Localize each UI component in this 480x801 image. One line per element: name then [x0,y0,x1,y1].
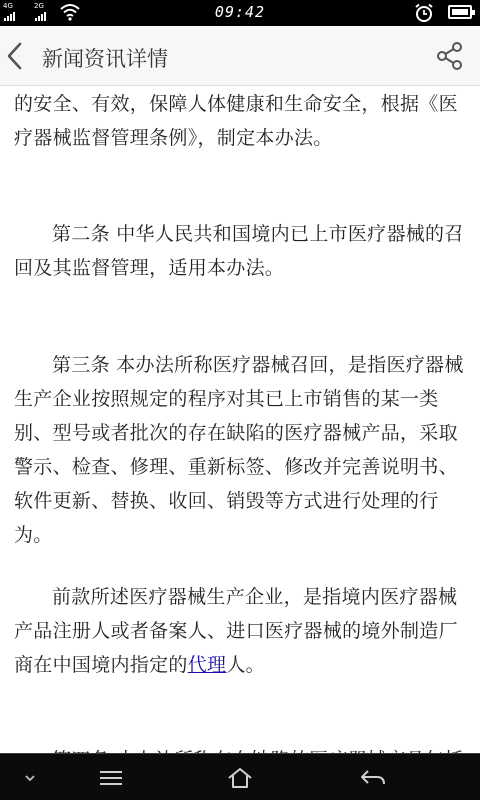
paragraph [14,580,466,682]
share-icon [430,36,470,76]
battery-icon [448,5,472,19]
home-button[interactable] [215,754,265,801]
share-button[interactable] [430,36,470,76]
paragraph: 第三条 本办法所称医疗器械召回，是指医疗器械生产企业按照规定的程序对其已上市销售的某一类别、型号或者批次的存在缺陷的医疗器械产品，采取警示、检查、修理、重新标签、修改并完善说明书、软件更新、替换、收回、销毁等方式进行处理的行为。 [14,354,464,546]
alarm-icon [414,3,434,23]
status-bar [0,0,480,26]
back-button[interactable] [0,26,34,86]
navigation-bar [0,753,480,800]
menu-button[interactable] [86,754,136,801]
paragraph: 的安全、有效，保障人体健康和生命安全，根据《医疗器械监督管理条例》，制定本办法。 [14,93,458,149]
paragraph: 第二条 中华人民共和国境内已上市医疗器械的召回及其监督管理，适用本办法。 [14,223,464,279]
paragraph-text: 前款所述医疗器械生产企业，是指境内医疗器械产品注册人或者备案人、进口医疗器械的境外制造厂商在中国境内指定的 [14,586,458,676]
chevron-left-icon [0,26,34,86]
back-nav-button[interactable] [348,754,398,801]
network-type-label-2: 2G [34,2,44,10]
agent-link[interactable]: 代理 [187,654,227,676]
chevron-down-icon [22,772,38,784]
home-icon [226,766,254,790]
clock: 09:42 [214,3,266,21]
menu-icon [98,768,124,788]
collapse-button[interactable] [10,754,50,801]
network-type-label: 4G [3,2,13,10]
back-arrow-icon [359,767,387,789]
page-title: 新闻资讯详情 [42,47,168,71]
paragraph-text: 人。 [226,654,265,676]
article-content[interactable] [0,87,480,753]
header-bar [0,26,480,86]
